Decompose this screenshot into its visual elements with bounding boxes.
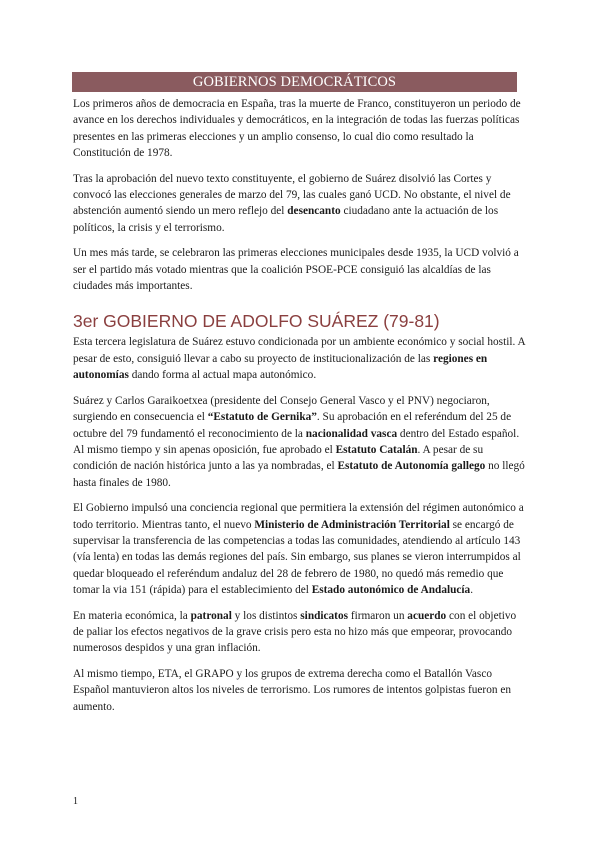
bold-term: Estatuto de Autonomía gallego bbox=[337, 460, 486, 473]
text-run: El Gobierno impulsó una conciencia regional que permitiera la extensión del régimen autonómico a todo territorio. Mientras tanto, el nuevo bbox=[73, 502, 524, 531]
text-run: ciudadano ante la actuación de los políticos, la crisis y el terrorismo. bbox=[73, 205, 499, 234]
paragraph bbox=[73, 171, 529, 237]
text-run: . bbox=[470, 584, 474, 597]
text-run: dando forma al actual mapa autonómico. bbox=[128, 369, 317, 382]
text-run: dentro del Estado español. Al mismo tiempo y sin apenas oposición, fue aprobado el bbox=[73, 427, 520, 456]
text-run: firmaron un bbox=[348, 609, 408, 622]
bold-term: Estado autonómico de Andalucía bbox=[311, 584, 471, 597]
text-run: Los primeros años de democracia en España, tras la muerte de Franco, constituyeron un periodo de avance en los derechos individuales y democráticos, en la integración de todas las fuerzas políticas presentes en las primeras elecciones y un amplio consenso, lo cual dio como resultado la Constitución de 1978. bbox=[73, 98, 521, 160]
text-run: se encargó de supervisar la transferencia de las competencias a todas las comunidades, atendiendo al artículo 143 (vía lenta) en todas las demás regiones del país. Sin embargo, sus planes se vieron interrumpidos al quedar bloqueado el referéndum andaluz del 28 de febrero de 1980, no quedó más remedio que tomar la via 151 (rápida) para el establecimiento del bbox=[73, 518, 521, 597]
text-run: no llegó hasta finales de 1980. bbox=[73, 460, 525, 489]
text-run: Tras la aprobación del nuevo texto constituyente, el gobierno de Suárez disolvió las Cortes y convocó las elecciones generales de marzo del 79, las cuales ganó UCD. No obstante, el nivel de abstención aumentó siendo un mero reflejo del bbox=[73, 172, 511, 218]
intro-paragraphs bbox=[73, 96, 529, 294]
page-number: 1 bbox=[73, 796, 78, 807]
paragraph bbox=[73, 608, 529, 657]
paragraph bbox=[73, 666, 529, 715]
text-run: En materia económica, la bbox=[73, 609, 191, 622]
paragraph bbox=[73, 245, 529, 294]
text-run: Suárez y Carlos Garaikoetxea (presidente del Consejo General Vasco y el PNV) negociaron, surgiendo en consecuencia el bbox=[73, 394, 490, 424]
bold-term: desencanto bbox=[287, 205, 341, 218]
bold-term: patronal bbox=[190, 609, 232, 622]
text-run: Al mismo tiempo, ETA, el GRAPO y los grupos de extrema derecha como el Batallón Vasco Español mantuvieron altos los niveles de terrorismo. Los rumores de intentos golpistas fueron en aumento. bbox=[73, 667, 511, 713]
text-run: Un mes más tarde, se celebraron las primeras elecciones municipales desde 1935, la UCD volvió a ser el partido más votado mientras que la coalición PSOE-PCE consiguió las alcaldías de las ciudades más importantes. bbox=[73, 247, 519, 293]
text-run: con el objetivo de paliar los efectos negativos de la grave crisis pero esta no hizo más que empeorar, provocando numerosos despidos y una gran inflación. bbox=[73, 609, 517, 655]
bold-term: “Estatuto de Gernika” bbox=[207, 411, 317, 424]
paragraph bbox=[73, 96, 529, 162]
paragraph bbox=[73, 500, 529, 598]
bold-term: Ministerio de Administración Territorial bbox=[254, 518, 450, 531]
text-run: . Su aprobación en el referéndum del 25 de octubre del 79 fundamentó el reconocimiento de la bbox=[73, 411, 512, 440]
text-run: Esta tercera legislatura de Suárez estuvo condicionada por un ambiente económico y social hostil. A pesar de esto, consiguió llevar a cabo su proyecto de institucionalización de las bbox=[73, 336, 526, 365]
section-banner: GOBIERNOS DEMOCRÁTICOS bbox=[72, 72, 517, 92]
section-paragraphs bbox=[73, 334, 529, 715]
document-page bbox=[73, 72, 529, 715]
paragraph bbox=[73, 393, 529, 491]
text-run: y los distintos bbox=[231, 609, 301, 622]
section-heading: 3er GOBIERNO DE ADOLFO SUÁREZ (79-81) bbox=[73, 311, 440, 332]
bold-term: regiones en autonomías bbox=[73, 352, 488, 382]
text-run: . A pesar de su condición de nación histórica junto a las ya nombradas, el bbox=[73, 443, 484, 473]
bold-term: sindicatos bbox=[300, 609, 348, 622]
paragraph bbox=[73, 334, 529, 383]
bold-term: Estatuto Catalán bbox=[335, 443, 418, 456]
bold-term: nacionalidad vasca bbox=[305, 427, 398, 440]
bold-term: acuerdo bbox=[407, 609, 447, 622]
